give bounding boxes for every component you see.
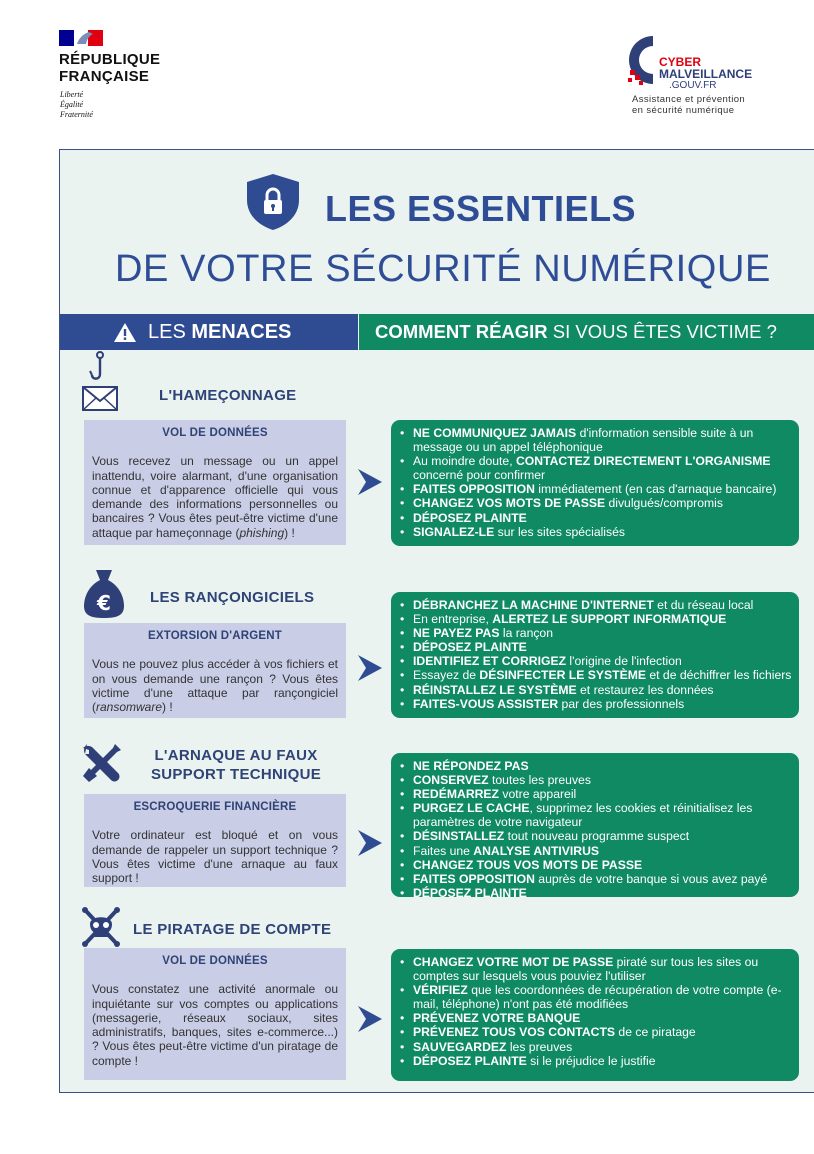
response-item: • NE RÉPONDEZ PAS: [413, 759, 793, 773]
response-item: • CHANGEZ VOS MOTS DE PASSE divulgués/compromis: [413, 496, 793, 510]
cybermalveillance-tagline: Assistance et prévention en sécurité numérique: [632, 94, 746, 116]
threat-description: Vous constatez une activité anormale ou inquiétante sur vos comptes ou applications (messagerie, réseaux sociaux, sites administratifs, banques, sites e-commerce...) ? Vous êtes peut-être victime d'un piratage de compte !: [92, 982, 338, 1068]
skull-crossbones-icon: [82, 907, 120, 947]
response-item: • FAITES OPPOSITION immédiatement (en cas d'arnaque bancaire): [413, 482, 793, 496]
money-bag-euro-icon: [82, 568, 126, 620]
response-item: • DÉPOSEZ PLAINTE: [413, 640, 793, 654]
cm-logo-line2: MALVEILLANCE: [659, 67, 753, 81]
response-item: • DÉSINSTALLEZ tout nouveau programme suspect: [413, 829, 793, 843]
response-list: [397, 426, 793, 539]
response-item: • REDÉMARREZ votre appareil: [413, 787, 793, 801]
section-title-ransomware: LES RANÇONGICIELS: [150, 589, 315, 606]
threat-subtitle: VOL DE DONNÉES: [162, 427, 268, 439]
threat-subtitle: ESCROQUERIE FINANCIÈRE: [133, 801, 297, 813]
threat-subtitle: VOL DE DONNÉES: [162, 955, 268, 967]
threats-header-prefix: LES: [148, 321, 192, 343]
response-list: [397, 598, 793, 711]
response-header-rest: SI VOUS ÊTES VICTIME ?: [547, 321, 777, 342]
threat-box-ransomware: [84, 623, 346, 718]
section-title-account-hacking: LE PIRATAGE DE COMPTE: [133, 921, 332, 938]
response-item: • CONSERVEZ toutes les preuves: [413, 773, 793, 787]
response-item: • FAITES-VOUS ASSISTER par des professionnels: [413, 697, 793, 711]
threats-header-bold: MENACES: [191, 321, 292, 343]
cm-logo-line3: .GOUV.FR: [669, 80, 717, 90]
threats-header-bar: [60, 314, 358, 350]
threat-description: Vous recevez un message ou un appel inattendu, voire alarmant, d'une organisation connue et d'apparence officielle qui vous demande des informations personnelles ou bancaires ? Vous êtes peut-être victime d'une attaque par hameçonnage (phishing) !: [92, 454, 338, 540]
response-item: • CHANGEZ TOUS VOS MOTS DE PASSE: [413, 858, 793, 872]
response-header-bar: [359, 314, 814, 350]
threat-box-account-hacking: [84, 948, 346, 1080]
response-item: • DÉPOSEZ PLAINTE si le préjudice le justifie: [413, 1054, 793, 1068]
response-header-bold: COMMENT RÉAGIR: [375, 321, 548, 342]
section-title-tech-support: L'ARNAQUE AU FAUX SUPPORT TECHNIQUE: [150, 747, 322, 783]
threat-subtitle: EXTORSION D'ARGENT: [148, 630, 282, 642]
republic-motto: Liberté Égalité Fraternité: [60, 90, 93, 119]
response-item: • CHANGEZ VOTRE MOT DE PASSE piraté sur tous les sites ou comptes sur lesquels vous pouviez l'utiliser: [413, 955, 793, 983]
response-box-tech-support: [391, 753, 799, 900]
response-item: • VÉRIFIEZ que les coordonnées de récupération de votre compte (e-mail, téléphone) n'ont pas été modifiées: [413, 983, 793, 1011]
chevron-right-icon: [356, 1004, 384, 1034]
chevron-right-icon: [356, 467, 384, 497]
threat-description: Votre ordinateur est bloqué et on vous demande de rappeler un support technique ? Vous êtes victime d'une arnaque au faux support !: [92, 828, 338, 886]
warning-icon: [113, 322, 137, 343]
response-item: • IDENTIFIEZ ET CORRIGEZ l'origine de l'infection: [413, 654, 793, 668]
response-item: • DÉPOSEZ PLAINTE: [413, 886, 793, 900]
cybermalveillance-logo-icon: [625, 30, 775, 90]
response-item: • FAITES OPPOSITION auprès de votre banque si vous avez payé: [413, 872, 793, 886]
response-item: • Au moindre doute, CONTACTEZ DIRECTEMENT L'ORGANISME concerné pour confirmer: [413, 454, 793, 482]
response-item: • NE PAYEZ PAS la rançon: [413, 626, 793, 640]
response-item: • PURGEZ LE CACHE, supprimez les cookies et réinitialisez les paramètres de votre navigateur: [413, 801, 793, 829]
cm-logo-line1: CYBER: [659, 55, 702, 69]
wrench-screwdriver-icon: [81, 742, 123, 784]
response-box-phishing: [391, 420, 799, 546]
response-item: • SIGNALEZ-LE sur les sites spécialisés: [413, 525, 793, 539]
threat-box-tech-support: [84, 794, 346, 887]
chevron-right-icon: [356, 828, 384, 858]
response-list: [397, 759, 793, 900]
response-item: • Faites une ANALYSE ANTIVIRUS: [413, 844, 793, 858]
response-item: • En entreprise, ALERTEZ LE SUPPORT INFORMATIQUE: [413, 612, 793, 626]
phishing-hook-envelope-icon: [80, 350, 120, 412]
response-item: • SAUVEGARDEZ les preuves: [413, 1040, 793, 1054]
threat-description: Vous ne pouvez plus accéder à vos fichiers et on vous demande une rançon ? Vous êtes victime d'une attaque par rançongiciel (ransomware) !: [92, 657, 338, 715]
page-title-line2: DE VOTRE SÉCURITÉ NUMÉRIQUE: [115, 248, 771, 290]
response-box-ransomware: [391, 592, 799, 718]
shield-lock-icon: [244, 172, 302, 232]
response-item: • PRÉVENEZ VOTRE BANQUE: [413, 1011, 793, 1025]
response-item: • NE COMMUNIQUEZ JAMAIS d'information sensible suite à un message ou un appel téléphonique: [413, 426, 793, 454]
response-box-account-hacking: [391, 949, 799, 1081]
marianne-logo-icon: [59, 30, 103, 46]
svg-text:€: €: [97, 591, 111, 615]
threat-box-phishing: [84, 420, 346, 545]
section-title-phishing: L'HAMEÇONNAGE: [159, 387, 297, 404]
response-item: • RÉINSTALLEZ LE SYSTÈME et restaurez les données: [413, 683, 793, 697]
response-item: • DÉPOSEZ PLAINTE: [413, 511, 793, 525]
response-list: [397, 955, 793, 1068]
response-item: • Essayez de DÉSINFECTER LE SYSTÈME et de déchiffrer les fichiers: [413, 668, 793, 682]
response-item: • PRÉVENEZ TOUS VOS CONTACTS de ce piratage: [413, 1025, 793, 1039]
page-title-line1: LES ESSENTIELS: [325, 188, 637, 229]
chevron-right-icon: [356, 653, 384, 683]
response-item: • DÉBRANCHEZ LA MACHINE D'INTERNET et du réseau local: [413, 598, 793, 612]
republique-francaise-name: RÉPUBLIQUE FRANÇAISE: [59, 51, 161, 85]
